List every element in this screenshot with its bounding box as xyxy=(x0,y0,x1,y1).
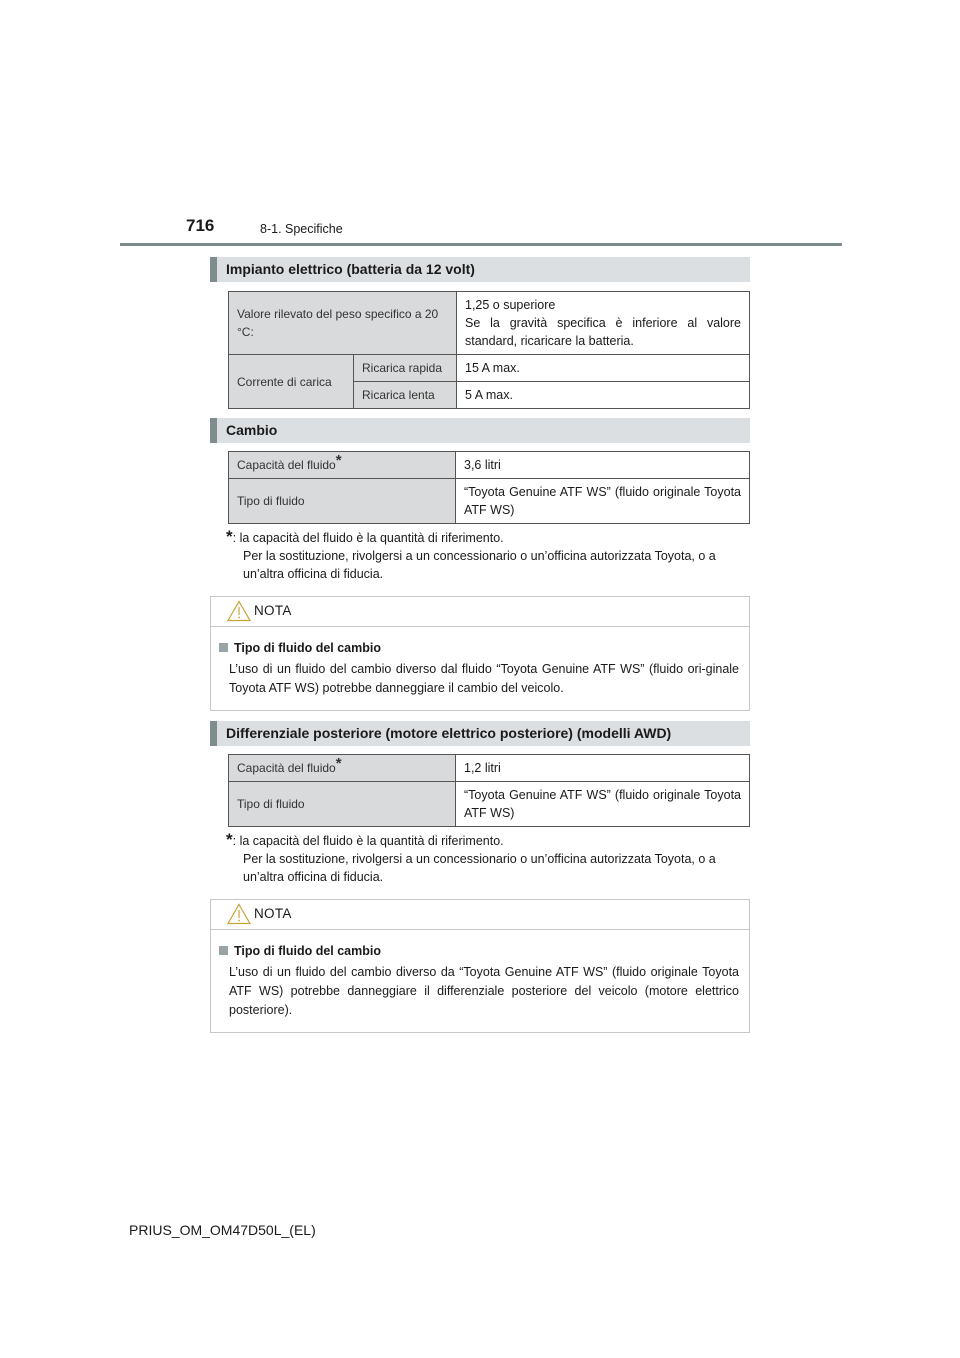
fluid-capacity-label xyxy=(229,755,456,782)
nota-text: L’uso di un fluido del cambio diverso dal fluido “Toyota Genuine ATF WS” (fluido ori-ginale Toyota ATF WS) potrebbe danneggiare il cambio del veicolo. xyxy=(229,662,739,695)
nota-title: NOTA xyxy=(254,603,292,618)
fluid-type-label: Tipo di fluido xyxy=(229,479,456,524)
nota-subtitle-text: Tipo di fluido del cambio xyxy=(234,641,381,655)
gravity-value-note: Se la gravità specifica è inferiore al valore standard, ricaricare la batteria. xyxy=(465,316,741,348)
table-row xyxy=(229,782,750,827)
footnote-differenziale xyxy=(226,831,756,886)
slow-charge-label: Ricarica lenta xyxy=(354,382,457,409)
footnote-text: : la capacità del fluido è la quantità di riferimento. xyxy=(232,531,504,545)
fluid-type-label: Tipo di fluido xyxy=(229,782,456,827)
section-heading-cambio: Cambio xyxy=(210,418,750,443)
fluid-capacity-label-text: Capacità del fluido xyxy=(237,761,336,775)
nota-body xyxy=(211,627,749,710)
table-row xyxy=(229,755,750,782)
document-code: PRIUS_OM_OM47D50L_(EL) xyxy=(129,1222,316,1238)
section-heading-differenziale: Differenziale posteriore (motore elettrico posteriore) (modelli AWD) xyxy=(210,721,750,746)
footnote-asterisk: * xyxy=(226,527,233,546)
gravity-value xyxy=(457,292,750,355)
square-bullet-icon xyxy=(219,946,228,955)
nota-body xyxy=(211,930,749,1032)
page-number: 716 xyxy=(186,216,215,235)
header-rule xyxy=(120,243,842,246)
cambio-spec-table xyxy=(228,451,750,524)
nota-box-2 xyxy=(210,899,750,1033)
footnote-cambio xyxy=(226,528,756,583)
asterisk-mark: * xyxy=(335,452,342,469)
warning-triangle-icon xyxy=(227,600,251,622)
footnote-text: : la capacità del fluido è la quantità di riferimento. xyxy=(232,834,504,848)
fluid-capacity-label xyxy=(229,452,456,479)
footnote-line xyxy=(226,528,756,547)
gravity-label: Valore rilevato del peso specifico a 20 °C: xyxy=(229,292,457,355)
gravity-value-line: 1,25 o superiore xyxy=(465,298,556,312)
asterisk-mark: * xyxy=(335,755,342,772)
differenziale-spec-table xyxy=(228,754,750,827)
fluid-capacity-label-text: Capacità del fluido xyxy=(237,458,336,472)
fluid-capacity-value: 1,2 litri xyxy=(456,755,750,782)
nota-header xyxy=(211,597,749,627)
nota-text: L’uso di un fluido del cambio diverso da “Toyota Genuine ATF WS” (fluido originale Toyota ATF WS) potrebbe danneggiare il differenziale posteriore del veicolo (motore elettrico posteriore). xyxy=(229,965,739,1017)
electrical-spec-table xyxy=(228,291,750,409)
fast-charge-label: Ricarica rapida xyxy=(354,355,457,382)
slow-charge-value: 5 A max. xyxy=(457,382,750,409)
square-bullet-icon xyxy=(219,643,228,652)
footnote-text-2: Per la sostituzione, rivolgersi a un concessionario o un’officina autorizzata Toyota, o a un’altra officina di fiducia. xyxy=(243,549,716,581)
section-reference: 8-1. Specifiche xyxy=(260,222,343,236)
nota-title: NOTA xyxy=(254,906,292,921)
section-heading-electrical: Impianto elettrico (batteria da 12 volt) xyxy=(210,257,750,282)
nota-box-1 xyxy=(210,596,750,711)
table-row xyxy=(229,355,750,382)
nota-subtitle xyxy=(219,639,739,658)
nota-subtitle-text: Tipo di fluido del cambio xyxy=(234,944,381,958)
nota-header xyxy=(211,900,749,930)
fluid-type-value: “Toyota Genuine ATF WS” (fluido originale Toyota ATF WS) xyxy=(456,479,750,524)
footnote-text-2: Per la sostituzione, rivolgersi a un concessionario o un’officina autorizzata Toyota, o a un’altra officina di fiducia. xyxy=(243,852,716,884)
footnote-asterisk: * xyxy=(226,830,233,849)
fast-charge-value: 15 A max. xyxy=(457,355,750,382)
footnote-line xyxy=(226,831,756,850)
table-row xyxy=(229,452,750,479)
charge-current-label: Corrente di carica xyxy=(229,355,354,409)
nota-subtitle xyxy=(219,942,739,961)
table-row xyxy=(229,479,750,524)
table-row xyxy=(229,292,750,355)
fluid-type-value: “Toyota Genuine ATF WS” (fluido originale Toyota ATF WS) xyxy=(456,782,750,827)
fluid-capacity-value: 3,6 litri xyxy=(456,452,750,479)
warning-triangle-icon xyxy=(227,903,251,925)
